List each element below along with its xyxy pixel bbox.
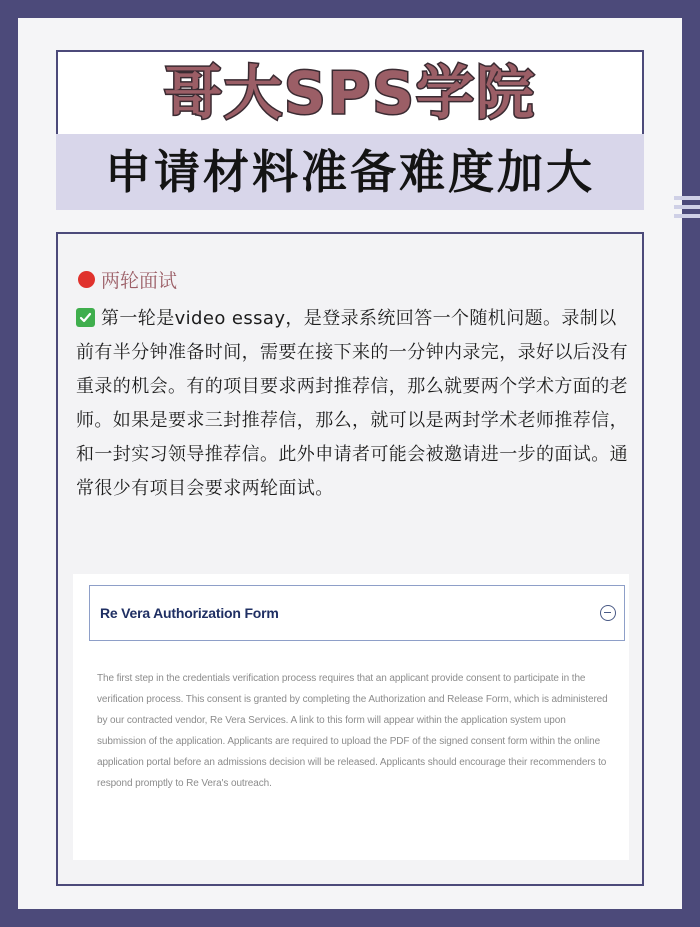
- section-heading-text: 两轮面试: [101, 270, 178, 292]
- form-screenshot: [73, 574, 629, 860]
- page-title: 哥大SPS学院: [163, 59, 537, 127]
- form-body-text: The first step in the credentials verification process requires that an applicant provide consent to participate in the verification process. This consent is granted by completing the Authorization and Release Form, which is administered by our contracted vendor, Re Vera Services. A link to this form will appear within the application system upon submission of the application. Applicants are required to upload the PDF of the signed consent form within the online application portal before an admissions decision will be released. Applicants should encourage their recommenders to respond promptly to Re Vera's outreach.: [97, 673, 608, 789]
- section-paragraph-text: 第一轮是video essay，是登录系统回答一个随机问题。录制以前有半分钟准备时间，需要在接下来的一分钟内录完，录好以后没有重录的机会。有的项目要求两封推荐信，那么就要两个学术方面的老师。如果是要求三封推荐信，那么，就可以是两封学术老师推荐信，和一封实习领导推荐信。此外申请者可能会被邀请进一步的面试。通常很少有项目会要求两轮面试。: [76, 308, 628, 499]
- check-mark-button-icon: [76, 308, 95, 327]
- decorative-stripes: [674, 196, 700, 220]
- page-subtitle: 申请材料准备难度加大: [105, 145, 595, 199]
- section-heading: [78, 266, 177, 293]
- minus-circle-icon[interactable]: [600, 605, 616, 621]
- subtitle-banner: [56, 134, 644, 210]
- title-banner: [56, 50, 644, 134]
- red-circle-icon: [78, 271, 95, 288]
- section-paragraph: [76, 302, 632, 506]
- form-title: Re Vera Authorization Form: [100, 605, 279, 621]
- form-header[interactable]: [89, 585, 625, 641]
- content-card: [56, 232, 644, 886]
